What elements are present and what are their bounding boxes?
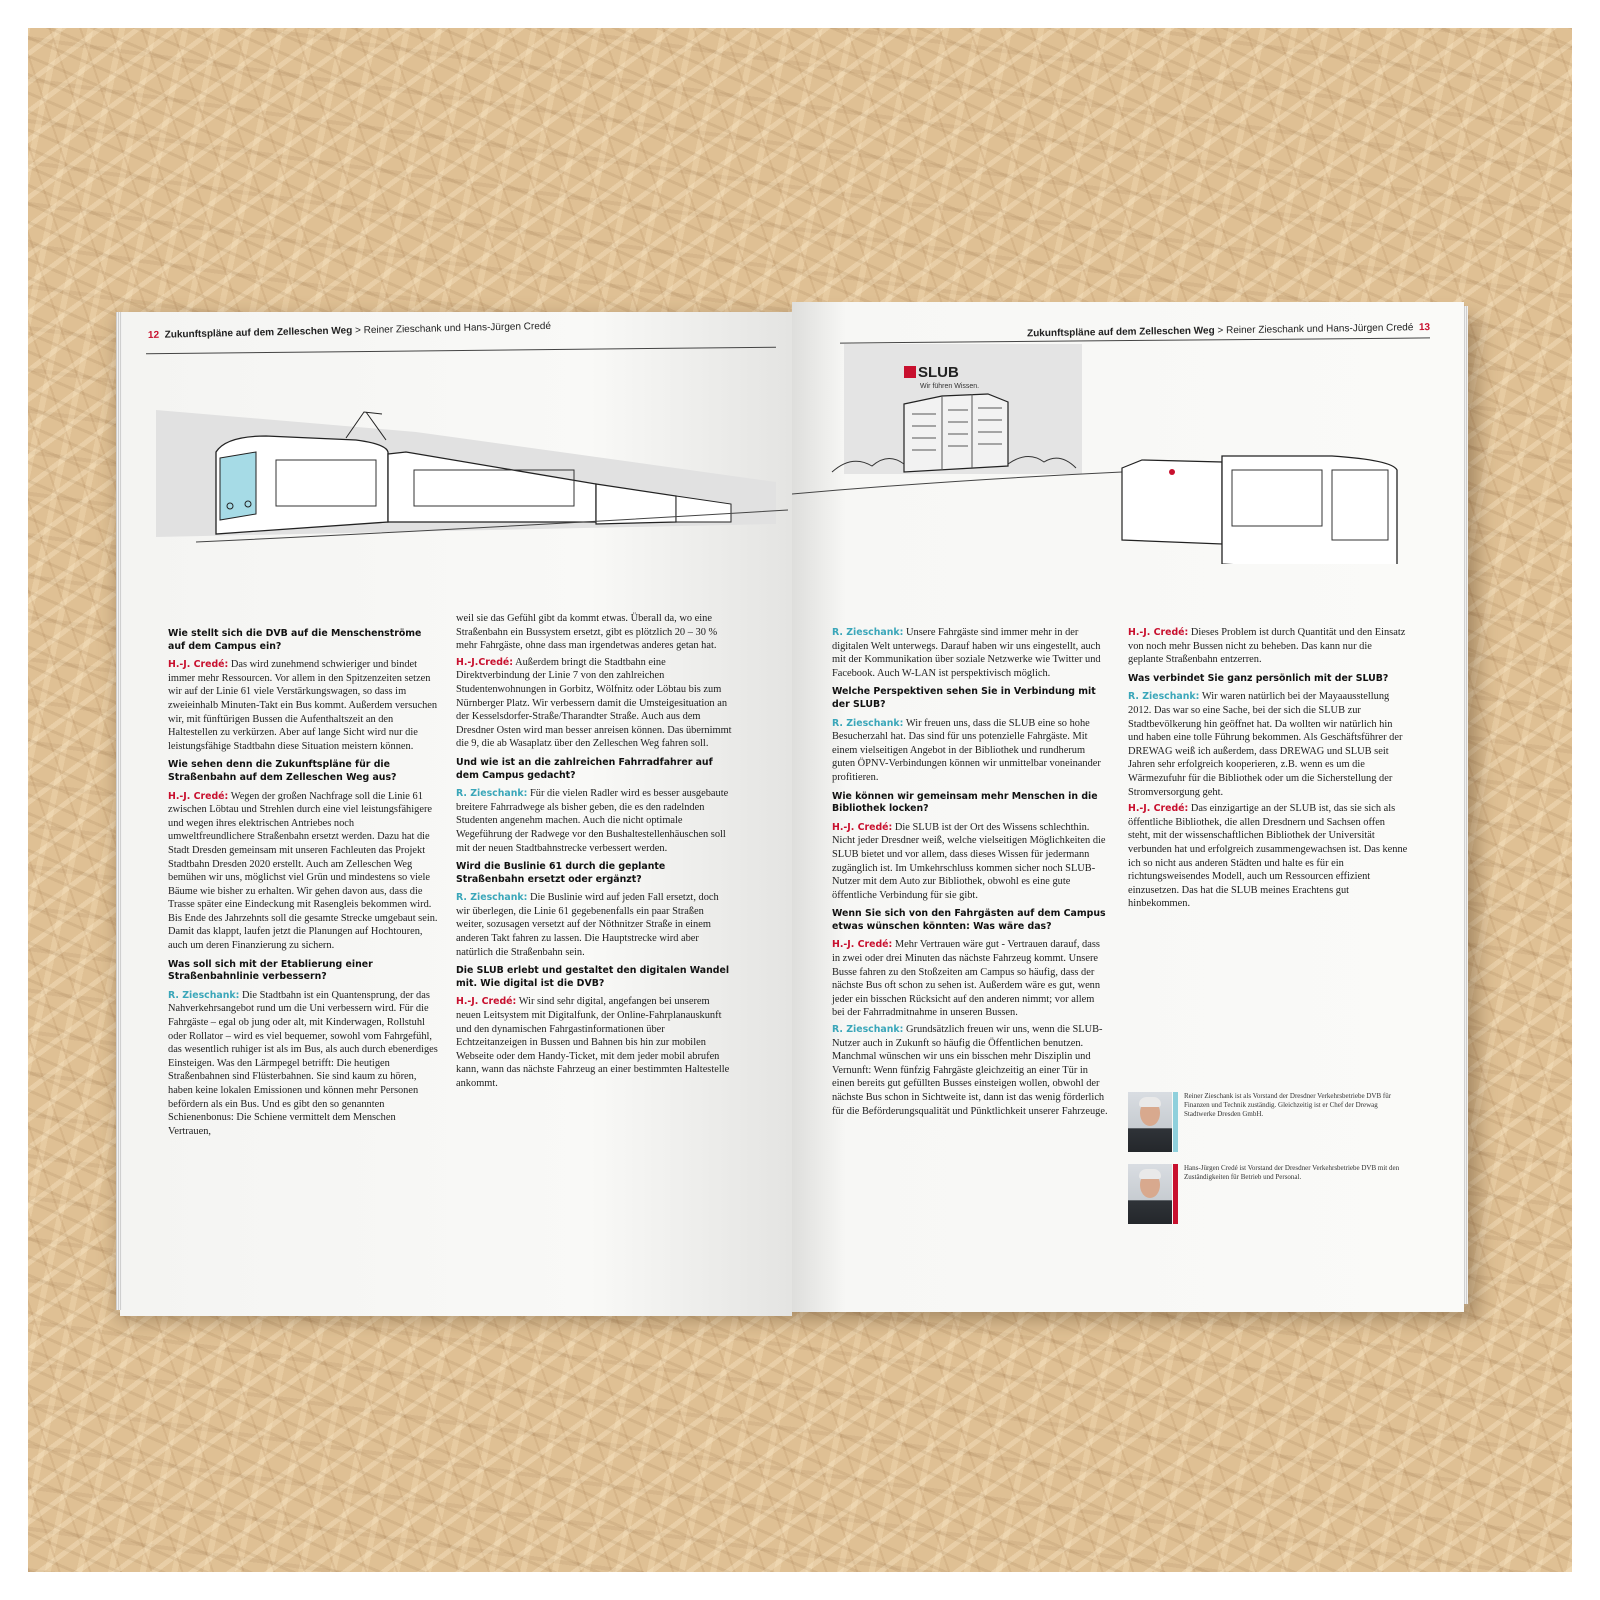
question: Was verbindet Sie ganz persönlich mit der SLUB? <box>1128 672 1389 684</box>
speaker-crede: H.-J. Credé: <box>832 939 893 951</box>
tram-illustration <box>156 392 788 562</box>
answer <box>832 626 1108 680</box>
page-stack-edge-left <box>116 312 122 1310</box>
speaker-crede: H.-J. Credé: <box>832 821 893 833</box>
header-rule <box>840 337 1430 343</box>
answer-text: Mehr Vertrauen wäre gut - Vertrauen darauf, dass in zwei oder drei Minuten das nächste Fahrzeug kommt. Unsere Busse fahren zu den Stoßzeiten am Campus so häufig, dass der nächste Bus oft schon zu sehen ist. Außerdem wäre es gut, wenn jeder ein bisschen Rücksicht auf den anderen nimmt; vor allem bei der Fahrradmitnahme in unseren Bussen. <box>832 939 1101 1019</box>
speaker-zieschank: R. Zieschank: <box>456 892 528 904</box>
speaker-zieschank: R. Zieschank: <box>832 1024 904 1036</box>
question: Die SLUB erlebt und gestaltet den digitalen Wandel mit. Wie digital ist die DVB? <box>456 965 730 989</box>
left-page <box>120 312 792 1316</box>
answer <box>1128 690 1408 799</box>
answer <box>1128 626 1408 667</box>
speaker-crede: H.-J. Credé: <box>168 790 229 802</box>
portrait-crede <box>1128 1164 1172 1224</box>
answer <box>832 717 1108 785</box>
answer-text: Die SLUB ist der Ort des Wissens schlechthin. Nicht jeder Dresdner weiß, welche vielseitigen Möglichkeiten die SLUB bietet und vor allem, dass dieses Wissen für jedermann zugänglich ist. Im Umkehrschluss kommen sicher noch SLUB-Nutzer mit dem Auto zur Bibliothek, obwohl es eine gute öffentliche Verbindung für sie gibt. <box>832 821 1106 901</box>
speaker-crede: H.-J. Credé: <box>1128 803 1189 815</box>
question: Wird die Buslinie 61 durch die geplante Straßenbahn ersetzt oder ergänzt? <box>456 861 666 885</box>
answer-text: Für die vielen Radler wird es besser ausgebaute breitere Fahrradwege als bisher geben, die es den radelnden Studenten angenehm machen. Auch die nicht optimale Wegeführung der Radwege vor den Bushaltestellenhäuschen soll mit der neuen Stadtbahnstrecke verbessert werden. <box>456 788 729 854</box>
answer-text: Wegen der großen Nachfrage soll die Linie 61 zwischen Löbtau und Strehlen durch eine viel leistungsfähigere und wegen ihres elektrischen Antriebes noch umweltfreundlichere Straßenbahn ersetzt werden. Dazu hat die Stadt Dresden gemeinsam mit unseren Fachleuten das Projekt Stadtbahn Dresden 2020 erstellt. Auch am Zelleschen Weg bemühen wir uns, möglichst viel Grün und mindestens so viele Bäume wie bisher zu erhalten. Wir gehen davon aus, dass die Trasse später eine Eindeckung mit Rasengleis bekommen wird. Bis Ende des Jahrzehnts soll die gesamte Strecke umgebaut sein. Damit das klappt, laufen jetzt die Planungen auf Hochtouren, auch um deren Finanzierung zu sichern. <box>168 790 438 952</box>
text-column-4 <box>1128 626 1408 914</box>
speaker-crede: H.-J.Credé: <box>456 656 514 668</box>
text-column-2 <box>456 612 734 1094</box>
left-page-header <box>148 321 551 341</box>
answer <box>456 891 734 959</box>
answer-text: Wir freuen uns, dass die SLUB eine so hohe Besucherzahl hat. Das sind für uns potenzielle Fahrgäste. Mit einem vielseitigen Angebot in der Bibliothek und rundherum guten ÖPNV-Verbindungen können wir unmittelbar voneinander profitieren. <box>832 717 1101 783</box>
slub-logo: SLUB <box>918 364 959 381</box>
speaker-zieschank: R. Zieschank: <box>1128 691 1200 703</box>
answer-text: Grundsätzlich freuen wir uns, wenn die SLUB-Nutzer auch in Zukunft so häufig die Öffentlichen benutzen. Manchmal wünschen wir uns ein bisschen mehr Disziplin und Vernunft: Wenn fünfzig Fahrgäste gleichzeitig an einer Tür in einen bereits gut gefüllten Busses einsteigen wollen, obwohl der nächste Bus schon in Sichtweite ist, dann ist das wenig förderlich für die Beförderungsqualität und Pünktlichkeit unserer Fahrzeuge. <box>832 1024 1108 1117</box>
speaker-crede: H.-J. Credé: <box>456 996 517 1008</box>
question: Wie sehen denn die Zukunftspläne für die Straßenbahn auf dem Zelleschen Weg aus? <box>168 759 397 783</box>
answer <box>832 938 1108 1020</box>
header-separator: > <box>354 325 362 337</box>
answer-text: Außerdem bringt die Stadtbahn eine Direktverbindung der Linie 7 von den zahlreichen Studentenwohnungen in Gorbitz, Wölfnitz oder Löbtau bis zum Nürnberger Platz. Wir verbessern damit die Umsteigesituation an der Kesselsdorfer-Straße/Tharandter Straße. Auch aus dem Dresdner Osten wird man besser anreisen können. Das übernimmt die 9, die ab Wasaplatz über den Zelleschen Weg fahren soll. <box>456 656 732 750</box>
answer <box>456 656 734 751</box>
answer-text: weil sie das Gefühl gibt da kommt etwas. Überall da, wo eine Straßenbahn ein Bussystem ersetzt, gibt es plötzlich 20 – 30 % mehr Fahrgäste, ohne dass man irgendetwas anderes getan hat. <box>456 613 718 652</box>
answer-text: Dieses Problem ist durch Quantität und den Einsatz von noch mehr Bussen nicht zu beheben. Das kann nur die geplante Straßenbahn entzerren. <box>1128 627 1406 666</box>
header-rule <box>146 347 776 355</box>
answer <box>168 658 440 753</box>
answer <box>1128 802 1408 911</box>
answer <box>832 1023 1108 1118</box>
portrait-accent-red <box>1173 1164 1178 1224</box>
portrait-zieschank <box>1128 1092 1172 1152</box>
page-number: 12 <box>147 329 160 341</box>
slub-bus-illustration <box>792 344 1412 564</box>
header-title: Zukunftspläne auf dem Zelleschen Weg <box>164 325 353 341</box>
question: Was soll sich mit der Etablierung einer Straßenbahnlinie verbessern? <box>168 958 373 983</box>
question: Wie können wir gemeinsam mehr Menschen in die Bibliothek locken? <box>832 790 1098 815</box>
bio-zieschank: Reiner Zieschank ist als Vorstand der Dresdner Verkehrsbetriebe DVB für Finanzen und Technik zuständig. Gleichzeitig ist er Chef der Drewag Stadtwerke Dresden GmbH. <box>1184 1092 1392 1118</box>
question: Wie stellt sich die DVB auf die Menschenströme auf dem Campus ein? <box>168 628 422 652</box>
speaker-crede: H.-J. Credé: <box>168 659 229 671</box>
bio-crede: Hans-Jürgen Credé ist Vorstand der Dresdner Verkehrsbetriebe DVB mit den Zuständigkeiten für Betrieb und Personal. <box>1184 1164 1400 1181</box>
speaker-zieschank: R. Zieschank: <box>168 989 240 1001</box>
page-number: 13 <box>1418 322 1431 334</box>
answer <box>456 787 734 855</box>
header-authors: Reiner Zieschank und Hans-Jürgen Credé <box>363 320 552 337</box>
answer-text: Das einzigartige an der SLUB ist, das sie sich als öffentliche Bibliothek, die allen Dresdnern und Sachsen offen steht, mit der wissenschaftlichen Bibliothek der Universität verbunden hat und erfolgreich zusammengewachsen ist. Das kenne ich so nicht aus anderen Städten und halte es für ein richtungsweisendes Modell, auch um Ressourcen effizient einzusetzen. Das hat die SLUB meines Erachtens gut hinbekommen. <box>1128 803 1408 910</box>
speaker-zieschank: R. Zieschank: <box>832 627 904 638</box>
question: Und wie ist an die zahlreichen Fahrradfahrer auf dem Campus gedacht? <box>456 756 713 781</box>
answer <box>168 790 440 953</box>
speaker-zieschank: R. Zieschank: <box>456 788 528 800</box>
answer-text: Unsere Fahrgäste sind immer mehr in der digitalen Welt unterwegs. Darauf haben wir uns eingestellt, auch mit der Kommunikation über soziale Netzwerke wie Twitter und Facebook. Auch W-LAN ist perspektivisch möglich. <box>832 627 1101 679</box>
text-column-3 <box>832 626 1108 1121</box>
slub-tagline: Wir führen Wissen. <box>920 383 980 390</box>
question: Wenn Sie sich von den Fahrgästen auf dem Campus etwas wünschen könnten: Was wäre das? <box>832 908 1106 932</box>
speaker-zieschank: R. Zieschank: <box>832 717 904 729</box>
answer-text: Wir sind sehr digital, angefangen bei unserem neuen Leitsystem mit Digitalfunk, der Online-Fahrplanauskunft und den dynamischen Fahrgastinformationen über Echtzeitanzeigen in Bussen und Bahnen bis hin zur mobilen Webseite oder dem Handy-Ticket, mit dem jeder mobil abrufen kann, wann das nächste Fahrzeug an einer bestimmten Haltestelle ankommt. <box>456 996 730 1089</box>
answer-text: Das wird zunehmend schwieriger und bindet immer mehr Ressourcen. Vor allem in den Spitzenzeiten setzen wir auf der Linie 61 viele Verstärkungswagen, so dass im zweieinhalb Minuten-Takt ein Bus kommt. Außerdem versuchen wir, mit fünftürigen Bussen die Aufenthaltszeit an den Haltestellen zu verkürzen. Aber auf lange Sicht wird nur die leistungsfähige Stadtbahn diese Situation meistern können. <box>168 659 438 752</box>
right-page <box>792 302 1464 1312</box>
header-separator: > <box>1217 325 1224 337</box>
answer <box>832 821 1108 903</box>
question: Welche Perspektiven sehen Sie in Verbindung mit der SLUB? <box>832 686 1096 710</box>
header-authors: Reiner Zieschank und Hans-Jürgen Credé <box>1225 322 1414 337</box>
speaker-crede: H.-J. Credé: <box>1128 627 1189 638</box>
answer-text: Die Stadtbahn ist ein Quantensprung, der das Nahverkehrsangebot rund um die Uni verbessern wird. Für die Fahrgäste – egal ob jung oder alt, mit Kinderwagen, Rollstuhl oder Rollator – wird es viel bequemer, sowohl vom Fahrgefühl, das wesentlich ruhiger ist als im Bus, als auch durch ebenerdiges Einsteigen. Was den Lärmpegel betrifft: Die heutigen Straßenbahnen sind Flüsterbahnen. Sie sind kaum zu hören, haben keine lokalen Emissionen und können mehr Personen befördern als ein Bus. Und es gibt den so genannten Schienenbonus: Die Schiene vermittelt dem Menschen Vertrauen, <box>168 989 438 1137</box>
answer <box>456 995 734 1090</box>
header-title: Zukunftspläne auf dem Zelleschen Weg <box>1026 325 1215 340</box>
answer-text: Die Buslinie wird auf jeden Fall ersetzt, doch wir überlegen, die Linie 61 gegebenenfalls ein paar Straßen weiter, sozusagen versetzt auf der Nöthnitzer Straße in einem anderen Takt fahren zu lassen. Die Hauptstrecke wird aber natürlich die Straßenbahn sein. <box>456 892 719 958</box>
answer <box>168 989 440 1139</box>
answer-text: Wir waren natürlich bei der Mayaausstellung 2012. Das war so eine Sache, bei der sich die SLUB zur Stadtbevölkerung hin geöffnet hat. Da wollten wir natürlich hin und haben eine tolle Führung bekommen. Als Geschäftsführer der DREWAG weiß ich außerdem, dass DREWAG und SLUB seit Jahren sehr erfolgreich kooperieren, z.B. wenn es um die Wärmezufuhr für die Bibliothek oder um die Sicherstellung der Stromversorgung geht. <box>1128 691 1403 798</box>
portrait-accent-blue <box>1173 1092 1178 1152</box>
text-column-1 <box>168 622 440 1141</box>
right-page-header <box>1027 322 1430 339</box>
